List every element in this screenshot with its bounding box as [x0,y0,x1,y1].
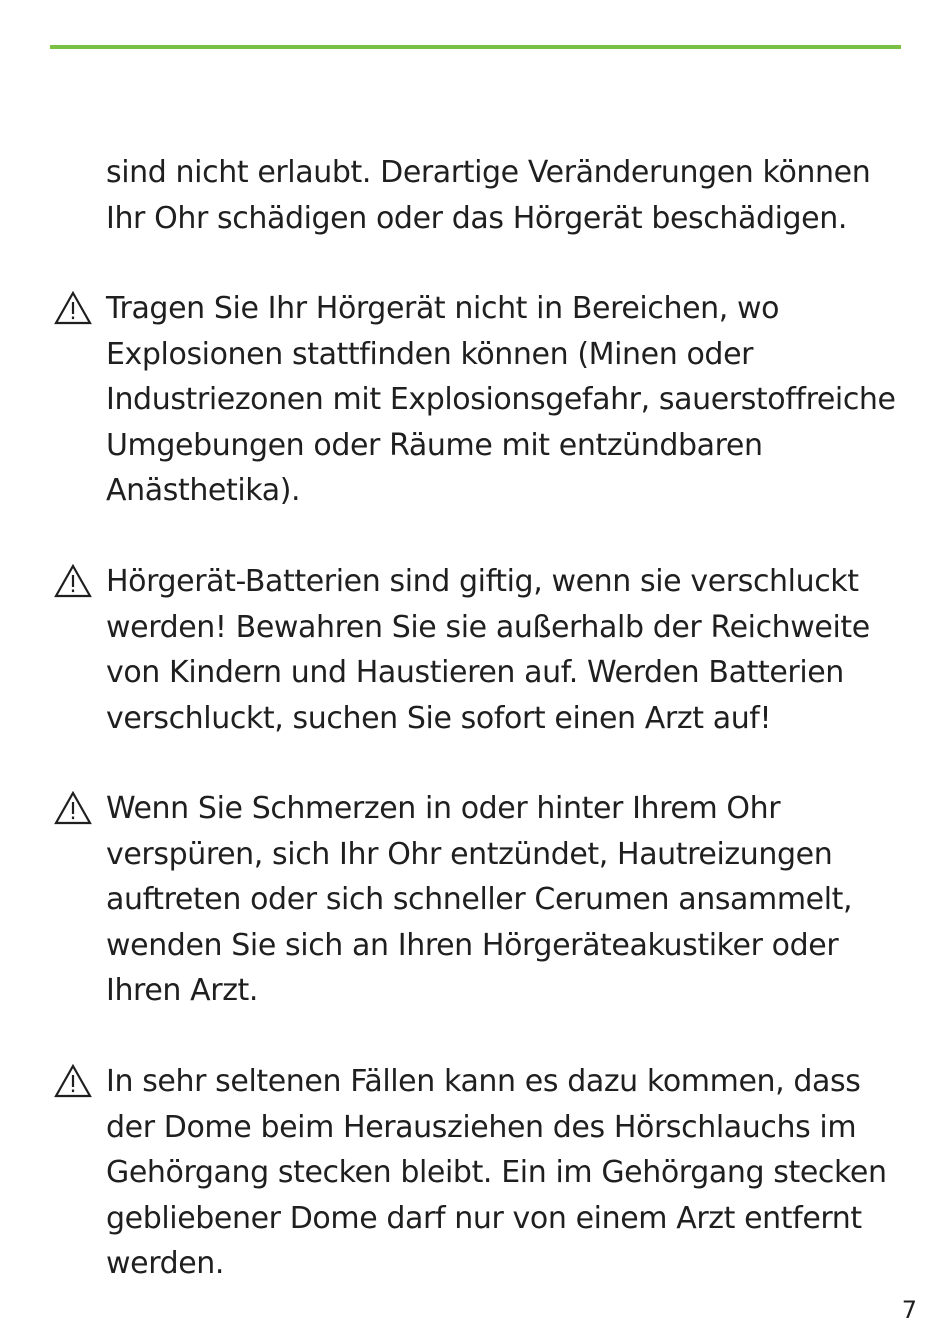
warning-triangle-icon [54,291,92,325]
warning-triangle-icon [54,791,92,825]
warning-triangle-icon [54,564,92,598]
warning-dome-text: In sehr seltenen Fällen kann es dazu kommen, dass der Dome beim Herausziehen des Hörschlauchs im Gehörgang stecken bleibt. Ein im Gehörgang stecken gebliebener Dome darf nur von einem Arzt entfernt werden. [106,1064,887,1282]
header-rule [50,45,901,49]
warning-explosion-text: Tragen Sie Ihr Hörgerät nicht in Bereichen, wo Explosionen stattfinden können (Minen oder Industriezonen mit Explosionsgefahr, sauerstoffreiche Umgebungen oder Räume mit entzündbaren Anästhetika). [106,291,896,509]
continuation-paragraph: sind nicht erlaubt. Derartige Veränderungen können Ihr Ohr schädigen oder das Hörgerät beschädigen. [106,155,871,236]
warning-battery-text: Hörgerät-Batterien sind giftig, wenn sie verschluckt werden! Bewahren Sie sie außerhalb der Reichweite von Kindern und Haustieren auf. Werden Batterien verschluckt, suchen Sie sofort einen Arzt auf! [106,564,870,736]
warning-triangle-icon [54,1064,92,1098]
warning-ear-pain-text: Wenn Sie Schmerzen in oder hinter Ihrem Ohr verspüren, sich Ihr Ohr entzündet, Hautreizungen auftreten oder sich schneller Cerumen ansammelt, wenden Sie sich an Ihren Hörgeräteakustiker oder Ihren Arzt. [106,791,853,1009]
page-number: 7 [901,1296,917,1324]
